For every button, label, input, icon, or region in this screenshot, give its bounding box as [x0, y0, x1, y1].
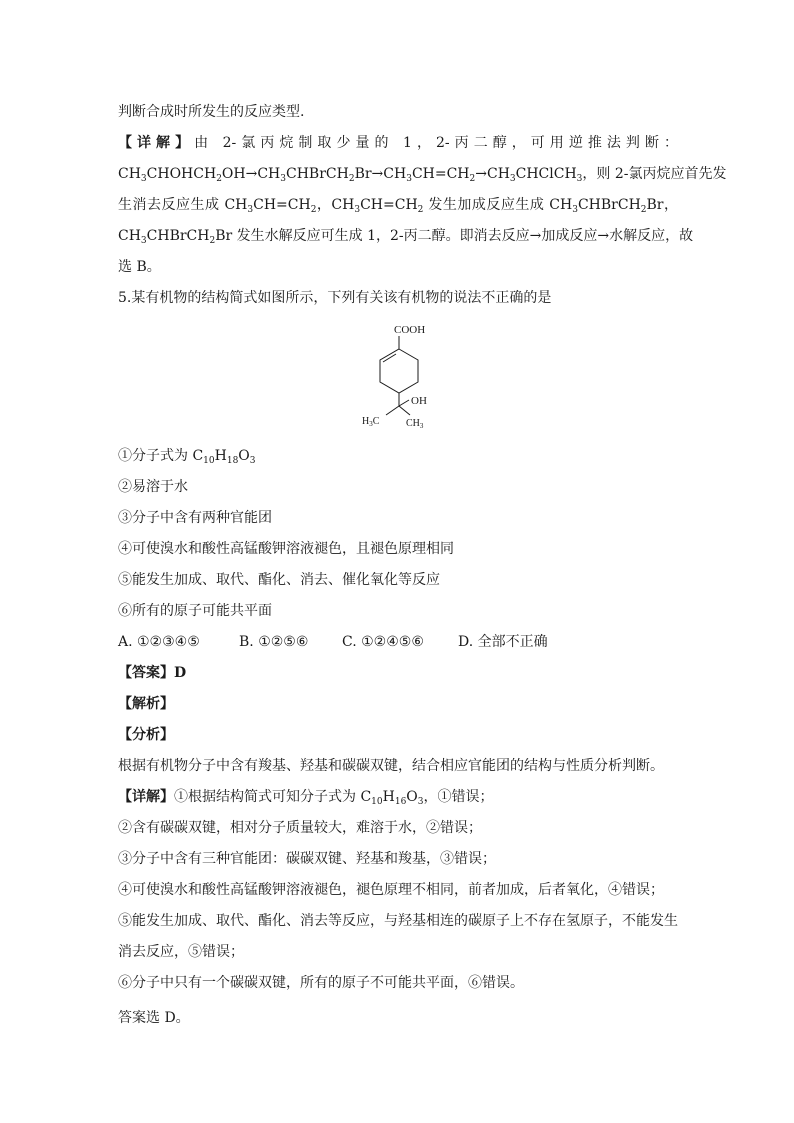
detail-line-1: [118, 787, 494, 807]
detail-statement-4: ④可使溴水和酸性高锰酸钾溶液褪色，褪色原理不相同，前者加成，后者氧化，④错误；: [118, 882, 664, 898]
detail-statement-3: ③分子中含有三种官能团：碳碳双键、羟基和羧基，③错误；: [118, 851, 496, 867]
statement-1: ①分子式为 $C_{10}H_{18}O_3$: [118, 448, 256, 466]
oh-label: OH: [411, 395, 427, 407]
prev-detail-line-4: $CH_3CHBrCH_2Br$ 发生水解反应可生成 1，2-丙二醇。即消去反应→加成反应→水解反应，故: [118, 228, 694, 246]
detail-statement-1: ①根据结构简式可知分子式为 $C_{10}H_{16}O_3$，①错误；: [174, 789, 494, 807]
ring: [380, 349, 418, 393]
methyl-right-label: $CH_3$: [406, 418, 424, 430]
statement-5: ⑤能发生加成、取代、酯化、消去、催化氧化等反应: [118, 572, 440, 588]
structural-formula: [352, 320, 442, 430]
fenxi-text: 根据有机物分子中含有羧基、羟基和碳碳双键，结合相应官能团的结构与性质分析判断。: [118, 758, 664, 774]
options-row: [118, 632, 548, 652]
prev-detail-text-3: 生消去反应生成 $CH_3CH=CH_2$，$CH_3CH=CH_2$ 发生加成反应生成 $CH_3CHBrCH_2Br$，: [118, 197, 678, 215]
detail-statement-2: ②含有碳碳双键，相对分子质量较大，难溶于水，②错误；: [118, 820, 482, 836]
option-b: B. ①②⑤⑥: [239, 634, 309, 650]
methyl-left-bond: [386, 406, 399, 415]
question-stem: 5.某有机物的结构简式如图所示，下列有关该有机物的说法不正确的是: [118, 290, 552, 306]
statement-2: ②易溶于水: [118, 479, 188, 495]
methyl-left-label: $H_3C$: [362, 416, 380, 428]
prev-detail-text-2: $CH_3CHOHCH_2OH\to CH_3CHBrCH_2Br\to CH_3CH=CH_2\to CH_3CHClCH_3$，则 2-氯丙烷应首先发: [118, 166, 727, 184]
option-a: A. ①②③④⑤: [118, 634, 200, 650]
analysis-header: 【解析】: [118, 696, 174, 712]
option-c: C. ①②④⑤⑥: [342, 634, 424, 650]
statement-3: ③分子中含有两种官能团: [118, 510, 272, 526]
intro-line: 判断合成时所发生的反应类型.: [118, 104, 305, 120]
prev-detail-label: 【详解】: [118, 135, 195, 151]
detail-label: 【详解】: [118, 789, 174, 805]
prev-detail-text-1: 由 2-氯丙烷制取少量的 1，2-丙二醇，可用逆推法判断：: [194, 135, 678, 151]
conclusion: 答案选 D。: [118, 1010, 190, 1026]
methyl-right-bond: [399, 406, 410, 415]
double-bond: [383, 354, 396, 362]
answer: 【答案】D: [118, 665, 187, 681]
statement-4: ④可使溴水和酸性高锰酸钾溶液褪色，且褪色原理相同: [118, 541, 454, 557]
detail-statement-5b: 消去反应，⑤错误；: [118, 944, 244, 960]
detail-statement-5a: ⑤能发生加成、取代、酯化、消去等反应，与羟基相连的碳原子上不存在氢原子，不能发生: [118, 913, 678, 929]
prev-detail-line-1: [118, 133, 678, 153]
detail-statement-6: ⑥分子中只有一个碳碳双键，所有的原子不可能共平面，⑥错误。: [118, 975, 524, 991]
prev-detail-line-3: [118, 195, 678, 215]
statement-6: ⑥所有的原子可能共平面: [118, 603, 272, 619]
cooh-label: COOH: [394, 324, 426, 336]
prev-detail-line-5: 选 B。: [118, 259, 161, 275]
oh-bond: [399, 400, 409, 406]
option-d: D. 全部不正确: [458, 634, 548, 650]
fenxi-header: 【分析】: [118, 727, 174, 743]
prev-detail-line-2: [118, 164, 727, 184]
